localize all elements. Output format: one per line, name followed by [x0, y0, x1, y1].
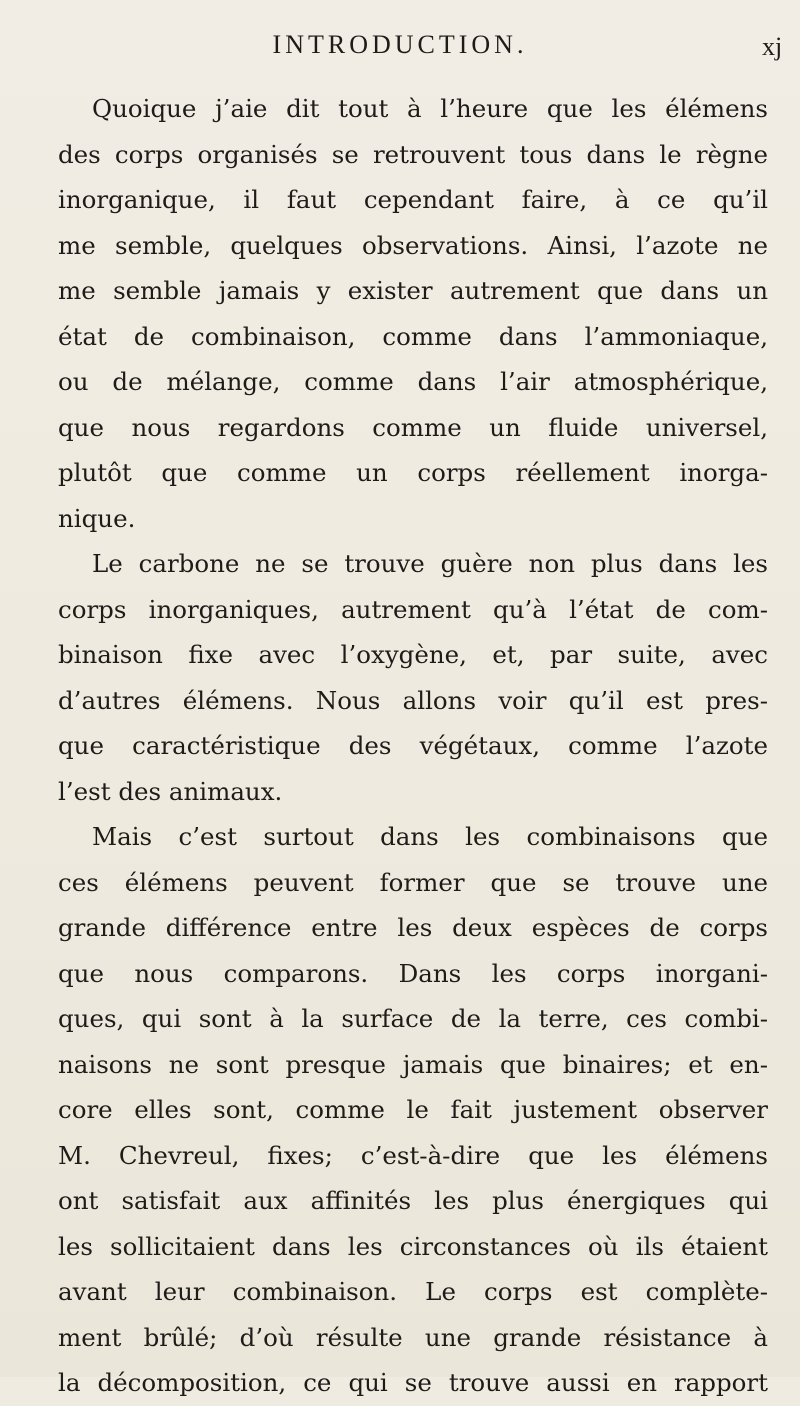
- text-line: ques, qui sont à la surface de la terre, ces combi-: [58, 1004, 768, 1033]
- text-line: des corps organisés se retrouvent tous dans le règne: [58, 139, 768, 169]
- text-line: que nous comparons. Dans les corps inorgani-: [58, 958, 768, 988]
- text-line: ment brûlé; d’où résulte une grande résistance à: [58, 1322, 768, 1352]
- body-text: [58, 86, 768, 1406]
- text-line: ou de mélange, comme dans l’air atmosphérique,: [58, 367, 768, 396]
- text-line: avant leur combinaison. Le corps est complète-: [58, 1277, 768, 1306]
- text-line: ont satisfait aux affinités les plus énergiques qui: [58, 1186, 768, 1215]
- text-line: me semble jamais y exister autrement que dans un: [58, 276, 768, 305]
- text-line: naisons ne sont presque jamais que binaires; et en-: [58, 1049, 768, 1079]
- text-line: M. Chevreul, fixes; c’est-à-dire que les élémens: [58, 1140, 768, 1170]
- text-line: Quoique j’aie dit tout à l’heure que les élémens: [92, 94, 768, 123]
- running-head: [0, 24, 800, 64]
- text-line: les sollicitaient dans les circonstances où ils étaient: [58, 1231, 768, 1261]
- page-number: xj: [762, 32, 783, 61]
- text-line: que nous regardons comme un fluide universel,: [58, 412, 768, 442]
- text-line: plutôt que comme un corps réellement inorga-: [58, 458, 768, 487]
- text-line: corps inorganiques, autrement qu’à l’état de com-: [58, 594, 768, 624]
- text-line: nique.: [58, 503, 136, 533]
- text-line: ces élémens peuvent former que se trouve une: [58, 867, 768, 897]
- text-line: grande différence entre les deux espèces de corps: [58, 913, 768, 942]
- text-line: la décomposition, ce qui se trouve aussi en rapport: [58, 1368, 768, 1397]
- running-title: INTRODUCTION.: [272, 30, 528, 59]
- text-line: l’est des animaux.: [58, 776, 283, 806]
- text-line: Le carbone ne se trouve guère non plus dans les: [92, 549, 768, 578]
- text-line: core elles sont, comme le fait justement observer: [58, 1095, 768, 1124]
- text-line: état de combinaison, comme dans l’ammoniaque,: [58, 321, 768, 351]
- text-line: inorganique, il faut cependant faire, à ce qu’il: [58, 185, 768, 214]
- text-line: d’autres élémens. Nous allons voir qu’il est pres-: [58, 685, 768, 715]
- text-line: que caractéristique des végétaux, comme l’azote: [58, 731, 768, 760]
- text-line: binaison fixe avec l’oxygène, et, par suite, avec: [58, 640, 768, 669]
- text-line: Mais c’est surtout dans les combinaisons que: [92, 822, 768, 851]
- text-line: me semble, quelques observations. Ainsi, l’azote ne: [58, 230, 768, 260]
